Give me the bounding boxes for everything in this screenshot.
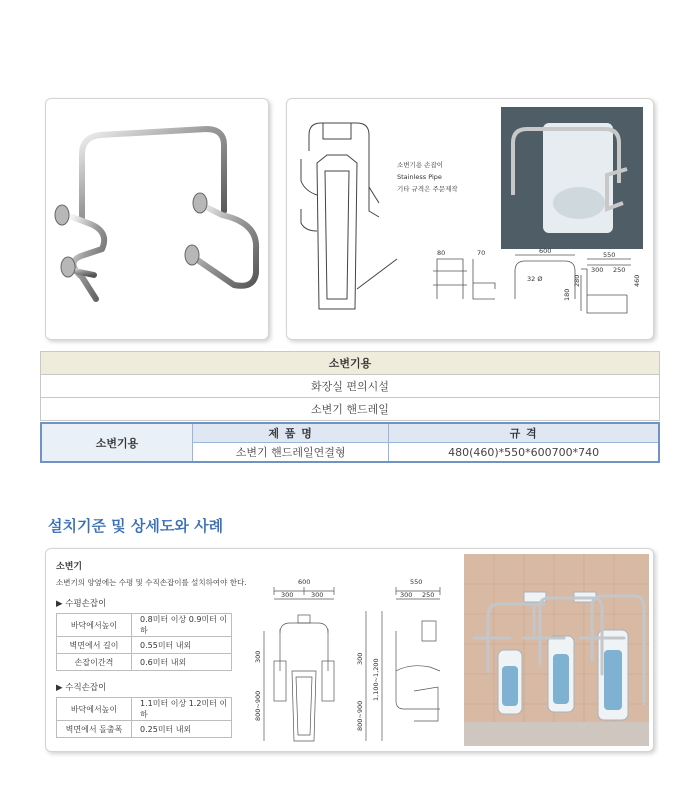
table-cell: 바닥에서높이 xyxy=(57,614,132,637)
standard-title: 소변기 xyxy=(56,562,83,572)
side-dim-top: 300 xyxy=(356,652,364,665)
product-spec-cell: 480(460)*550*600700*740 xyxy=(389,443,659,463)
table-cell: 1.1미터 이상 1.2미터 이하 xyxy=(132,698,232,721)
callout-1: 소변기용 손잡이 xyxy=(397,161,444,169)
drawing-dim-70: 70 xyxy=(477,249,486,257)
horizontal-table xyxy=(56,613,232,671)
col-product-name: 제 품 명 xyxy=(193,423,389,443)
vertical-heading: ▶ 수직손잡이 xyxy=(56,683,107,693)
table-cell: 0.55미터 내외 xyxy=(132,637,232,654)
table-row xyxy=(57,637,232,654)
drawing-dim-280: 280 xyxy=(573,274,581,287)
front-dim-top: 300 xyxy=(254,650,262,663)
spec-category: 소변기용 xyxy=(41,423,193,462)
drawing-dim-550: 550 xyxy=(603,251,616,259)
front-dim-width: 600 xyxy=(298,578,311,586)
callout-3: 기타 규격은 주문제작 xyxy=(397,185,458,193)
table-row xyxy=(57,698,232,721)
side-dim-bottom: 800~900 xyxy=(356,700,364,731)
product-name-cell: 소변기 핸드레일연결형 xyxy=(193,443,389,463)
category-row-2: 소변기 핸드레일 xyxy=(41,398,660,421)
horizontal-heading: ▶ 수평손잡이 xyxy=(56,599,107,609)
product-photo-card xyxy=(45,98,269,340)
table-row xyxy=(57,614,232,637)
callout-2: Stainless Pipe xyxy=(397,173,442,181)
drawing-dim-250: 250 xyxy=(613,266,626,274)
table-cell: 0.25미터 내외 xyxy=(132,721,232,738)
front-elevation-drawing xyxy=(244,571,344,746)
product-detail-card xyxy=(286,98,654,340)
drawing-dim-300: 300 xyxy=(591,266,604,274)
handrail-photo xyxy=(46,99,268,339)
table-cell: 손잡이간격 xyxy=(57,654,132,671)
drawing-dim-600: 600 xyxy=(539,247,552,255)
table-cell: 바닥에서높이 xyxy=(57,698,132,721)
standard-description: 소변기의 양옆에는 수평 및 수직손잡이를 설치하여야 한다. xyxy=(56,578,247,587)
product-spec-table xyxy=(40,422,660,463)
side-dim-width: 550 xyxy=(410,578,423,586)
category-header: 소변기용 xyxy=(41,352,660,375)
drawing-dim-180: 180 xyxy=(563,288,571,301)
category-table xyxy=(40,351,660,421)
front-dim-half-b: 300 xyxy=(311,591,324,599)
drawing-dim-80: 80 xyxy=(437,249,446,257)
table-cell: 0.6미터 내외 xyxy=(132,654,232,671)
vertical-table xyxy=(56,697,232,738)
table-row xyxy=(57,654,232,671)
section-title: 설치기준 및 상세도와 사례 xyxy=(48,517,224,535)
front-dim-half-a: 300 xyxy=(281,591,294,599)
col-spec: 규 격 xyxy=(389,423,659,443)
installation-detail-card xyxy=(45,548,654,752)
installation-example-photo xyxy=(464,554,649,746)
table-cell: 벽면에서 길이 xyxy=(57,637,132,654)
side-dim-part-a: 300 xyxy=(400,591,413,599)
table-cell: 벽면에서 돌출폭 xyxy=(57,721,132,738)
front-dim-bottom: 800~900 xyxy=(254,690,262,721)
side-elevation-drawing xyxy=(352,571,462,746)
drawing-dim-460: 460 xyxy=(633,274,641,287)
drawing-dim-pipe: 32 Ø xyxy=(527,275,543,283)
side-dim-part-b: 250 xyxy=(422,591,435,599)
side-dim-height: 1,100~1,200 xyxy=(372,658,380,701)
category-row-1: 화장실 편의시설 xyxy=(41,375,660,398)
table-cell: 0.8미터 이상 0.9미터 이하 xyxy=(132,614,232,637)
handrail-drawings xyxy=(287,99,653,339)
table-row xyxy=(57,721,232,738)
